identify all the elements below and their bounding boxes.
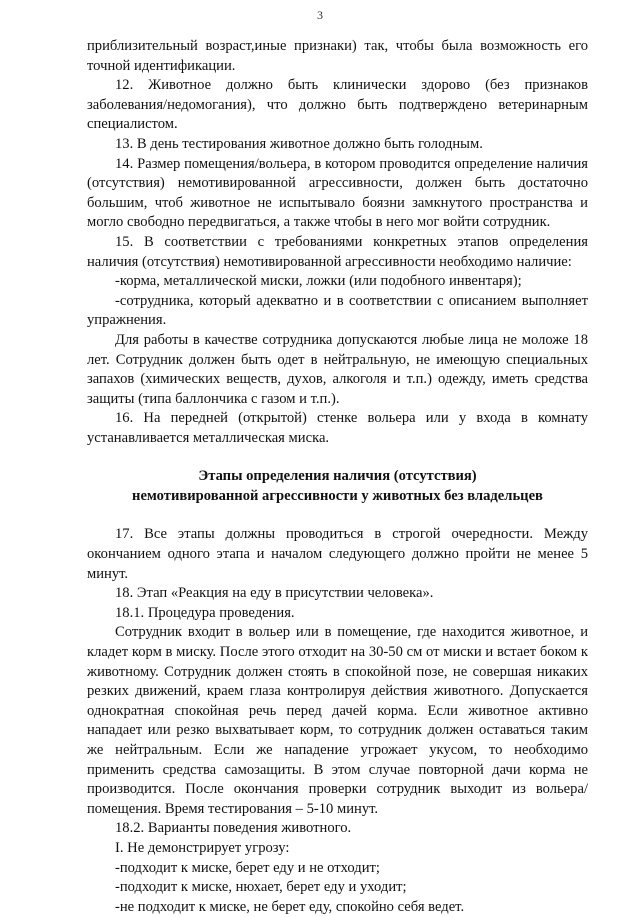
paragraph: -корма, металлической миски, ложки (или подобного инвентаря); [115, 273, 522, 290]
paragraph: 18.1. Процедура проведения. [115, 604, 295, 621]
section-heading-line-1: Этапы определения наличия (отсутствия) [198, 468, 477, 485]
paragraph: Для работы в качестве сотрудника допускаются любые лица не моложе 18 лет. Сотрудник должен быть одет в нейтральную, не имеющую специальных запахов (химических веществ, духов, алкоголя и т.п.) одежду, иметь средства защиты (типа баллончика с газом и т.п.). [87, 331, 588, 407]
paragraph: -сотрудника, который адекватно и в соответствии с описанием выполняет упражнения. [87, 292, 588, 329]
paragraph: -не подходит к миске, не берет еду, спокойно себя ведет. [115, 898, 465, 915]
paragraph: 18.2. Варианты поведения животного. [115, 820, 352, 837]
paragraph: -подходит к миске, нюхает, берет еду и уходит; [115, 879, 407, 896]
section-heading [87, 466, 588, 506]
paragraph: 17. Все этапы должны проводиться в строгой очередности. Между окончанием одного этапа и началом следующего должно пройти не менее 5 минут. [87, 526, 588, 582]
paragraph: I. Не демонстрирует угрозу: [115, 839, 290, 856]
paragraph: приблизительный возраст,иные признаки) так, чтобы была возможность его точной идентификации. [87, 38, 588, 74]
document-body [87, 37, 588, 917]
section-heading-line-2: немотивированной агрессивности у животных без владельцев [132, 488, 543, 505]
paragraph: 16. На передней (открытой) стенке вольера или у входа в комнату устанавливается металлическая миска. [87, 410, 588, 446]
paragraph: Сотрудник входит в вольер или в помещение, где находится животное, и кладет корм в миску. После этого отходит на 30-50 см от миски и встает боком к животному. Сотрудник должен стоять в спокойной позе, не совершая никаких резких движений, краем глаза контролируя действия животного. Допускается однократная спокойная речь перед дачей корма. Если животное активно нападает или резко выхватывает корм, то сотрудник должен оставаться таким же нейтральным. Если же нападение угрожает укусом, то необходимо применить средства самозащиты. В этом случае повторной дачи корма не производится. После окончания проверки сотрудник выходит из вольера/помещения. Время тестирования – 5-10 минут. [87, 624, 588, 817]
paragraph: 18. Этап «Реакция на еду в присутствии человека». [115, 585, 434, 602]
page-number: 3 [317, 8, 323, 22]
paragraph: 15. В соответствии с требованиями конкретных этапов определения наличия (отсутствия) немотивированной агрессивности необходимо наличие: [87, 233, 588, 270]
paragraph: -подходит к миске, берет еду и не отходит; [115, 859, 380, 876]
section-requirements [87, 37, 588, 448]
paragraph: 14. Размер помещения/вольера, в котором проводится определение наличия (отсутствия) немотивированной агрессивности, должен быть достаточно большим, чтоб животное не испытывало боязни замкнутого пространства и могло свободно передвигаться, а также чтобы в него мог войти сотрудник. [87, 155, 588, 231]
paragraph: 12. Животное должно быть клинически здорово (без признаков заболевания/недомогания), что должно быть подтверждено ветеринарным специалистом. [87, 77, 588, 133]
section-stages [87, 525, 588, 917]
paragraph: 13. В день тестирования животное должно быть голодным. [115, 135, 483, 152]
